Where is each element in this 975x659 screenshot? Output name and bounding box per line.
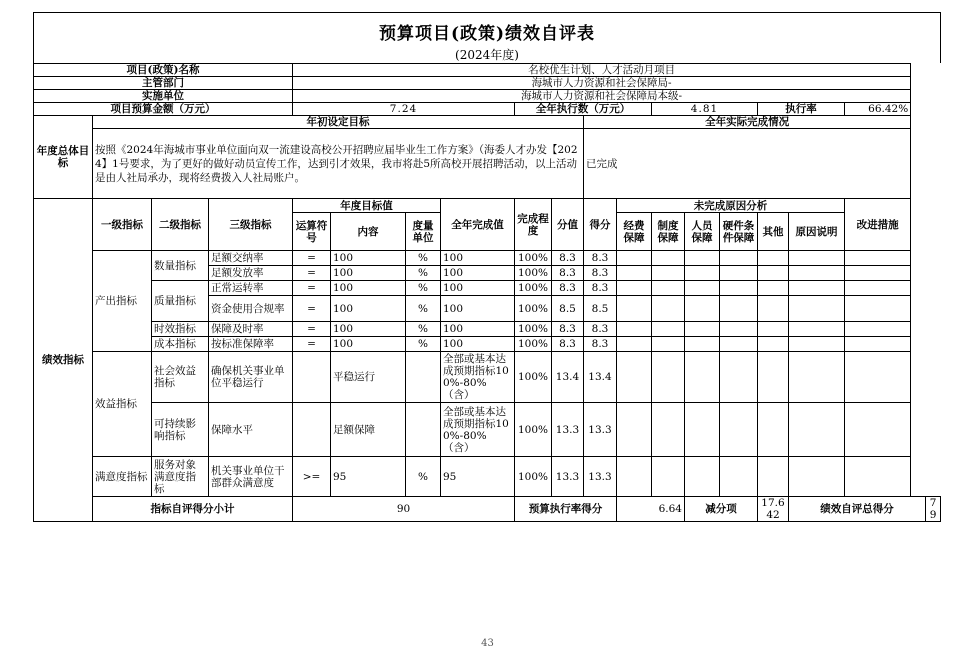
content-cell: 95	[331, 457, 406, 497]
empty-cell	[789, 352, 845, 403]
score-value-cell: 8.3	[552, 337, 584, 352]
sub-cost: 成本指标	[152, 337, 209, 352]
empty-cell	[617, 296, 652, 322]
indicator-header-row-1	[34, 199, 941, 213]
project-label: 项目(政策)名称	[34, 64, 293, 77]
full-year-cell: 全部或基本达成预期指标100%-80%（含）	[441, 352, 515, 403]
unit-cell: %	[406, 337, 441, 352]
reason-staff-header: 人员保障	[685, 213, 720, 251]
goal-label: 年度总体目标	[34, 116, 93, 199]
empty-cell	[758, 251, 789, 266]
level3-cell: 正常运转率	[209, 281, 293, 296]
op-cell: =	[293, 296, 331, 322]
empty-cell	[652, 296, 685, 322]
table-row	[34, 322, 941, 337]
completion-cell: 100%	[515, 266, 552, 281]
empty-cell	[845, 251, 911, 266]
sub-social: 社会效益指标	[152, 352, 209, 403]
level3-cell: 保障水平	[209, 403, 293, 457]
op-cell: =	[293, 266, 331, 281]
unit-cell: %	[406, 251, 441, 266]
empty-cell	[652, 281, 685, 296]
table-row	[34, 337, 941, 352]
level3-cell: 足额发放率	[209, 266, 293, 281]
empty-cell	[758, 281, 789, 296]
goal-set-header: 年初设定目标	[93, 116, 584, 129]
unit-cell: %	[406, 296, 441, 322]
reason-hardware-header: 硬件条件保障	[720, 213, 758, 251]
empty-cell	[685, 296, 720, 322]
op-header: 运算符号	[293, 213, 331, 251]
empty-cell	[652, 251, 685, 266]
info-row-project	[34, 64, 941, 77]
content-cell: 100	[331, 322, 406, 337]
page-title: 预算项目(政策)绩效自评表	[378, 24, 596, 44]
page-number: 43	[481, 638, 494, 649]
empty-cell	[617, 352, 652, 403]
empty-cell	[845, 322, 911, 337]
empty-cell	[720, 296, 758, 322]
empty-cell	[617, 337, 652, 352]
empty-cell	[617, 457, 652, 497]
completion-cell: 100%	[515, 251, 552, 266]
empty-cell	[617, 251, 652, 266]
reason-other-header: 其他	[758, 213, 789, 251]
score-cell: 8.5	[584, 296, 617, 322]
info-row-dept	[34, 77, 941, 90]
empty-cell	[720, 457, 758, 497]
empty-cell	[652, 337, 685, 352]
group-output: 产出指标	[93, 251, 152, 352]
unit-cell	[406, 352, 441, 403]
deduct-label: 减分项	[685, 497, 758, 522]
info-row-impl	[34, 90, 941, 103]
empty-cell	[720, 266, 758, 281]
unit-cell: %	[406, 457, 441, 497]
level2-header: 二级指标	[152, 199, 209, 251]
evaluation-sheet	[33, 12, 941, 522]
sheet-header	[33, 12, 941, 63]
op-cell: =	[293, 281, 331, 296]
exec-value: 4.81	[652, 103, 758, 116]
unit-header: 度量单位	[406, 213, 441, 251]
total-label: 绩效自评总得分	[789, 497, 926, 522]
level1-header: 一级指标	[93, 199, 152, 251]
empty-cell	[758, 352, 789, 403]
empty-cell	[617, 403, 652, 457]
full-year-header: 全年完成值	[441, 199, 515, 251]
empty-cell	[685, 337, 720, 352]
subtotal-value: 90	[293, 497, 515, 522]
score-value-cell: 8.3	[552, 266, 584, 281]
impl-name: 海城市人力资源和社会保障局本级-	[293, 90, 911, 103]
content-cell: 100	[331, 251, 406, 266]
score-value-cell: 8.5	[552, 296, 584, 322]
goal-set-text: 按照《2024年海城市事业单位面向双一流建设高校公开招聘应届毕业生工作方案》（海委人才办发【2024】1号要求，为了更好的做好动员宣传工作，达到引才效果，我市将赴5所高校开展招聘活动，以上活动是由人社局承办，现将经费拨入人社局账户。	[93, 129, 584, 199]
empty-cell	[617, 266, 652, 281]
content-header: 内容	[331, 213, 406, 251]
empty-cell	[845, 266, 911, 281]
full-year-cell: 100	[441, 266, 515, 281]
empty-cell	[685, 322, 720, 337]
rate-value: 66.42%	[845, 103, 911, 116]
info-row-budget	[34, 103, 941, 116]
score-value-cell: 8.3	[552, 322, 584, 337]
empty-cell	[652, 322, 685, 337]
empty-cell	[720, 337, 758, 352]
score-cell: 13.4	[584, 352, 617, 403]
score-value-cell: 8.3	[552, 251, 584, 266]
empty-cell	[845, 337, 911, 352]
level3-cell: 确保机关事业单位平稳运行	[209, 352, 293, 403]
empty-cell	[789, 251, 845, 266]
content-cell: 平稳运行	[331, 352, 406, 403]
empty-cell	[789, 322, 845, 337]
exec-label: 全年执行数（万元）	[515, 103, 652, 116]
full-year-cell: 100	[441, 296, 515, 322]
dept-label: 主管部门	[34, 77, 293, 90]
completion-cell: 100%	[515, 296, 552, 322]
op-cell: >=	[293, 457, 331, 497]
footer-row	[34, 497, 941, 522]
level3-header: 三级指标	[209, 199, 293, 251]
op-cell	[293, 352, 331, 403]
empty-cell	[685, 403, 720, 457]
completion-cell: 100%	[515, 457, 552, 497]
empty-cell	[685, 281, 720, 296]
empty-cell	[845, 457, 911, 497]
op-cell: =	[293, 251, 331, 266]
empty-cell	[685, 352, 720, 403]
empty-cell	[720, 352, 758, 403]
completion-cell: 100%	[515, 281, 552, 296]
year-label: (2024年度)	[455, 48, 519, 62]
full-year-cell: 100	[441, 337, 515, 352]
reason-note-header: 原因说明	[789, 213, 845, 251]
subtotal-label: 指标自评得分小计	[93, 497, 293, 522]
completion-cell: 100%	[515, 337, 552, 352]
empty-cell	[845, 296, 911, 322]
budget-label: 项目预算金额（万元）	[34, 103, 293, 116]
completion-cell: 100%	[515, 403, 552, 457]
sub-service: 服务对象满意度指标	[152, 457, 209, 497]
empty-cell	[789, 281, 845, 296]
empty-cell	[652, 352, 685, 403]
empty-cell	[789, 457, 845, 497]
completion-cell: 100%	[515, 352, 552, 403]
goal-actual-header: 全年实际完成情况	[584, 116, 911, 129]
full-year-cell: 100	[441, 251, 515, 266]
goal-content-row	[34, 129, 941, 199]
content-cell: 100	[331, 337, 406, 352]
score-cell: 8.3	[584, 266, 617, 281]
empty-cell	[758, 337, 789, 352]
empty-cell	[685, 457, 720, 497]
level3-cell: 足额交纳率	[209, 251, 293, 266]
completion-header: 完成程度	[515, 199, 552, 251]
empty-cell	[652, 457, 685, 497]
dept-name: 海城市人力资源和社会保障局-	[293, 77, 911, 90]
unit-cell: %	[406, 266, 441, 281]
unit-cell: %	[406, 322, 441, 337]
table-row	[34, 403, 941, 457]
empty-cell	[720, 251, 758, 266]
empty-cell	[685, 266, 720, 281]
empty-cell	[758, 266, 789, 281]
empty-cell	[845, 281, 911, 296]
reason-funding-header: 经费保障	[617, 213, 652, 251]
score-value-cell: 13.3	[552, 457, 584, 497]
full-year-cell: 95	[441, 457, 515, 497]
empty-cell	[789, 266, 845, 281]
score-cell: 8.3	[584, 337, 617, 352]
table-row	[34, 457, 941, 497]
empty-cell	[720, 322, 758, 337]
empty-cell	[845, 352, 911, 403]
score-cell: 8.3	[584, 251, 617, 266]
content-cell: 100	[331, 281, 406, 296]
sub-time: 时效指标	[152, 322, 209, 337]
level3-cell: 资金使用合规率	[209, 296, 293, 322]
reason-system-header: 制度保障	[652, 213, 685, 251]
empty-cell	[845, 403, 911, 457]
empty-cell	[617, 322, 652, 337]
empty-cell	[720, 281, 758, 296]
goal-header-row	[34, 116, 941, 129]
unit-cell	[406, 403, 441, 457]
score-header: 得分	[584, 199, 617, 251]
empty-cell	[789, 403, 845, 457]
impl-label: 实施单位	[34, 90, 293, 103]
annual-target-header: 年度目标值	[293, 199, 441, 213]
group-benefit: 效益指标	[93, 352, 152, 457]
full-year-cell: 全部或基本达成预期指标100%-80%（含）	[441, 403, 515, 457]
project-name: 名校优生计划、人才活动月项目	[293, 64, 911, 77]
empty-cell	[720, 403, 758, 457]
level3-cell: 保障及时率	[209, 322, 293, 337]
table-row	[34, 352, 941, 403]
empty-cell	[789, 296, 845, 322]
sub-quantity: 数量指标	[152, 251, 209, 281]
sub-sustain: 可持续影响指标	[152, 403, 209, 457]
score-value-cell: 8.3	[552, 281, 584, 296]
score-cell: 8.3	[584, 322, 617, 337]
table-row	[34, 251, 941, 266]
empty-cell	[758, 322, 789, 337]
full-year-cell: 100	[441, 322, 515, 337]
goal-actual-text: 已完成	[584, 129, 911, 199]
op-cell: =	[293, 322, 331, 337]
budget-score-label: 预算执行率得分	[515, 497, 617, 522]
empty-cell	[758, 296, 789, 322]
reason-header: 未完成原因分析	[617, 199, 845, 213]
score-value-cell: 13.4	[552, 352, 584, 403]
improve-header: 改进措施	[845, 199, 911, 251]
level3-cell: 机关事业单位干部群众满意度	[209, 457, 293, 497]
empty-cell	[758, 457, 789, 497]
full-year-cell: 100	[441, 281, 515, 296]
table-row	[34, 281, 941, 296]
content-cell: 100	[331, 266, 406, 281]
empty-cell	[789, 337, 845, 352]
level3-cell: 按标准保障率	[209, 337, 293, 352]
score-cell: 8.3	[584, 281, 617, 296]
score-cell: 13.3	[584, 457, 617, 497]
empty-cell	[652, 266, 685, 281]
score-cell: 13.3	[584, 403, 617, 457]
op-cell	[293, 403, 331, 457]
empty-cell	[685, 251, 720, 266]
content-cell: 100	[331, 296, 406, 322]
empty-cell	[758, 403, 789, 457]
group-satisfaction: 满意度指标	[93, 457, 152, 497]
rate-label: 执行率	[758, 103, 845, 116]
sub-quality: 质量指标	[152, 281, 209, 322]
content-cell: 足额保障	[331, 403, 406, 457]
perf-label: 绩效指标	[34, 199, 93, 522]
score-value-cell: 13.3	[552, 403, 584, 457]
budget-value: 7.24	[293, 103, 515, 116]
completion-cell: 100%	[515, 322, 552, 337]
score-value-header: 分值	[552, 199, 584, 251]
op-cell: =	[293, 337, 331, 352]
unit-cell: %	[406, 281, 441, 296]
evaluation-table	[33, 63, 941, 522]
budget-score-value: 6.64	[617, 497, 685, 522]
deduct-value: 17.642	[758, 497, 789, 522]
empty-cell	[617, 281, 652, 296]
empty-cell	[652, 403, 685, 457]
total-value: 79	[926, 497, 941, 522]
